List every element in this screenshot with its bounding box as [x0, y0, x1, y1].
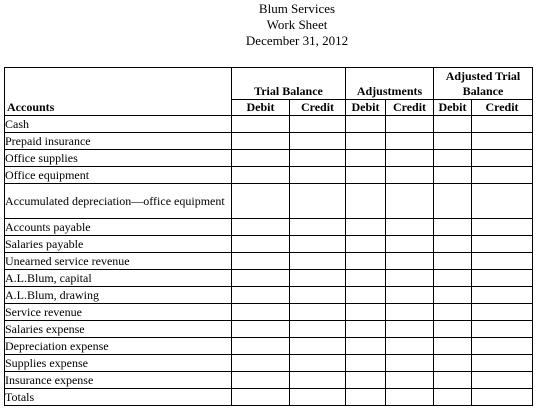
adj-credit-cell	[386, 389, 434, 406]
atb-debit-cell	[434, 167, 472, 184]
tb-credit-cell	[290, 355, 346, 372]
table-row	[5, 304, 533, 321]
atb-debit-cell	[434, 150, 472, 167]
atb-debit-cell	[434, 253, 472, 270]
table-row	[5, 184, 533, 219]
table-row	[5, 287, 533, 304]
adj-debit-cell	[346, 133, 386, 150]
account-name: Service revenue	[5, 304, 232, 321]
tb-debit-cell	[232, 150, 290, 167]
tb-debit-cell	[232, 184, 290, 219]
adj-credit-cell	[386, 116, 434, 133]
adj-credit-cell	[386, 167, 434, 184]
tb-credit-cell	[290, 133, 346, 150]
atb-credit-cell	[472, 355, 533, 372]
tb-debit-cell	[232, 270, 290, 287]
tb-credit-cell	[290, 184, 346, 219]
adj-debit-cell	[346, 355, 386, 372]
tb-credit-cell	[290, 219, 346, 236]
table-row	[5, 219, 533, 236]
tb-debit-cell	[232, 219, 290, 236]
table-row	[5, 116, 533, 133]
atb-debit-cell	[434, 184, 472, 219]
worksheet-body	[5, 116, 533, 406]
account-name: A.L.Blum, capital	[5, 270, 232, 287]
atb-debit-cell	[434, 270, 472, 287]
tb-debit-cell	[232, 167, 290, 184]
adj-credit-cell	[386, 253, 434, 270]
adj-credit-cell	[386, 236, 434, 253]
account-name: Supplies expense	[5, 355, 232, 372]
atb-credit-cell	[472, 133, 533, 150]
tb-debit-cell	[232, 389, 290, 406]
atb-credit-cell	[472, 219, 533, 236]
adj-debit-cell	[346, 184, 386, 219]
table-row	[5, 236, 533, 253]
tb-debit-cell	[232, 338, 290, 355]
adj-debit-cell	[346, 219, 386, 236]
table-row	[5, 321, 533, 338]
account-name: Insurance expense	[5, 372, 232, 389]
atb-credit-cell	[472, 304, 533, 321]
worksheet-heading	[0, 1, 549, 49]
tb-credit-cell	[290, 167, 346, 184]
atb-debit-cell	[434, 133, 472, 150]
adj-debit-cell	[346, 270, 386, 287]
adj-credit-cell	[386, 355, 434, 372]
account-name: Unearned service revenue	[5, 253, 232, 270]
account-name: Totals	[5, 389, 232, 406]
adjusted-trial-balance-header-line2: Balance	[462, 84, 504, 98]
table-row	[5, 389, 533, 406]
atb-debit-cell	[434, 321, 472, 338]
atb-credit-cell	[472, 253, 533, 270]
adjusted-trial-balance-header	[434, 68, 533, 100]
atb-credit-cell	[472, 184, 533, 219]
company-name: Blum Services	[258, 1, 336, 16]
account-name: Office equipment	[5, 167, 232, 184]
tb-credit-cell	[290, 338, 346, 355]
table-row	[5, 372, 533, 389]
adjustments-header: Adjustments	[346, 68, 434, 100]
account-name: Accounts payable	[5, 219, 232, 236]
atb-debit-cell	[434, 304, 472, 321]
adj-credit-cell	[386, 372, 434, 389]
tb-credit-cell	[290, 372, 346, 389]
table-row	[5, 253, 533, 270]
atb-credit-cell	[472, 287, 533, 304]
account-name: Salaries expense	[5, 321, 232, 338]
table-row	[5, 270, 533, 287]
tb-credit-cell	[290, 270, 346, 287]
tb-credit-cell	[290, 389, 346, 406]
adj-debit-cell	[346, 338, 386, 355]
adj-debit-cell	[346, 372, 386, 389]
atb-debit-cell	[434, 116, 472, 133]
adj-debit-cell	[346, 389, 386, 406]
tb-debit-cell	[232, 321, 290, 338]
tb-credit-cell	[290, 304, 346, 321]
atb-debit-cell	[434, 389, 472, 406]
tb-debit-cell	[232, 304, 290, 321]
account-name: Depreciation expense	[5, 338, 232, 355]
adj-debit-cell	[346, 116, 386, 133]
tb-debit-cell	[232, 236, 290, 253]
tb-credit-cell	[290, 321, 346, 338]
atb-debit-cell	[434, 236, 472, 253]
adj-credit-cell	[386, 184, 434, 219]
table-row	[5, 133, 533, 150]
table-row	[5, 355, 533, 372]
account-name: Cash	[5, 116, 232, 133]
tb-debit-cell	[232, 355, 290, 372]
worksheet-table	[4, 67, 533, 406]
accounts-header: Accounts	[5, 68, 232, 116]
tb-debit-cell	[232, 133, 290, 150]
atb-credit-cell	[472, 338, 533, 355]
atb-credit-cell	[472, 150, 533, 167]
tb-credit-cell	[290, 287, 346, 304]
adj-credit-cell	[386, 304, 434, 321]
tb-debit-cell	[232, 372, 290, 389]
account-name: Accumulated depreciation—office equipment	[5, 184, 232, 219]
tb-credit-cell	[290, 116, 346, 133]
adj-credit-cell	[386, 321, 434, 338]
atb-credit-header: Credit	[472, 100, 533, 116]
trial-balance-header: Trial Balance	[232, 68, 346, 100]
atb-debit-cell	[434, 372, 472, 389]
account-name: Salaries payable	[5, 236, 232, 253]
adj-debit-cell	[346, 150, 386, 167]
atb-credit-cell	[472, 389, 533, 406]
tb-credit-cell	[290, 253, 346, 270]
adj-debit-cell	[346, 304, 386, 321]
adj-credit-cell	[386, 287, 434, 304]
atb-credit-cell	[472, 270, 533, 287]
tb-credit-cell	[290, 236, 346, 253]
adj-credit-cell	[386, 133, 434, 150]
account-name: Office supplies	[5, 150, 232, 167]
table-row	[5, 338, 533, 355]
adj-debit-cell	[346, 167, 386, 184]
table-row	[5, 150, 533, 167]
atb-debit-cell	[434, 287, 472, 304]
atb-credit-cell	[472, 167, 533, 184]
tb-credit-cell	[290, 150, 346, 167]
tb-debit-cell	[232, 253, 290, 270]
tb-credit-header: Credit	[290, 100, 346, 116]
adj-debit-header: Debit	[346, 100, 386, 116]
adj-debit-cell	[346, 321, 386, 338]
document-title: Work Sheet	[266, 17, 328, 32]
tb-debit-cell	[232, 287, 290, 304]
adj-credit-cell	[386, 150, 434, 167]
adjusted-trial-balance-header-line1: Adjusted Trial	[445, 69, 521, 83]
adj-credit-cell	[386, 338, 434, 355]
atb-credit-cell	[472, 116, 533, 133]
adj-debit-cell	[346, 236, 386, 253]
atb-debit-header: Debit	[434, 100, 472, 116]
adj-credit-cell	[386, 270, 434, 287]
atb-debit-cell	[434, 355, 472, 372]
atb-credit-cell	[472, 236, 533, 253]
account-name: Prepaid insurance	[5, 133, 232, 150]
atb-debit-cell	[434, 338, 472, 355]
account-name: A.L.Blum, drawing	[5, 287, 232, 304]
adj-debit-cell	[346, 253, 386, 270]
adj-credit-header: Credit	[386, 100, 434, 116]
tb-debit-cell	[232, 116, 290, 133]
atb-credit-cell	[472, 372, 533, 389]
tb-debit-header: Debit	[232, 100, 290, 116]
atb-credit-cell	[472, 321, 533, 338]
adj-credit-cell	[386, 219, 434, 236]
table-row	[5, 167, 533, 184]
adj-debit-cell	[346, 287, 386, 304]
atb-debit-cell	[434, 219, 472, 236]
document-date: December 31, 2012	[245, 33, 349, 48]
